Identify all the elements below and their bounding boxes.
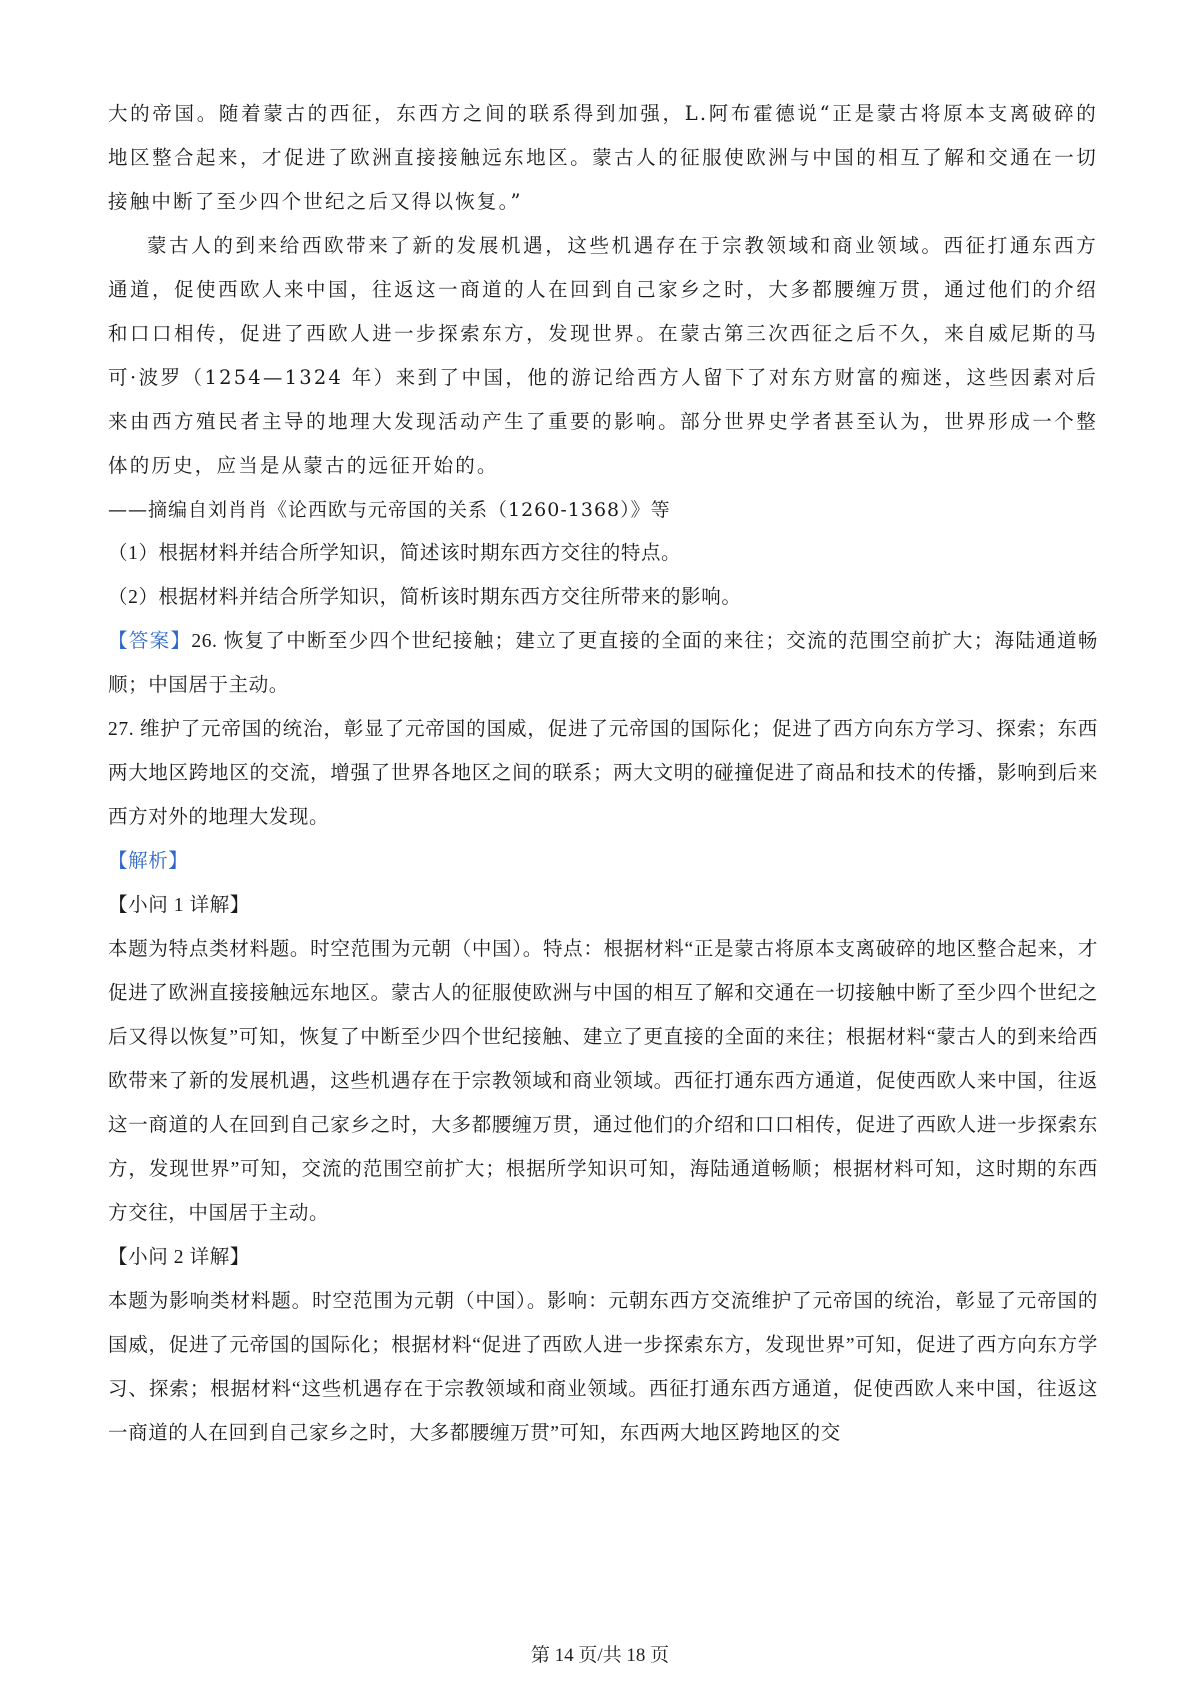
- sub-question-1-title: 【小问 1 详解】: [108, 895, 250, 916]
- material-source: ——摘编自刘肖肖《论西欧与元帝国的关系（1260-1368）》等: [108, 499, 671, 521]
- material-paragraph-2: 蒙古人的到来给西欧带来了新的发展机遇，这些机遇存在于宗教领域和商业领域。西征打通东西方通道，促使西欧人来中国，往返这一商道的人在回到自己家乡之时，大多都腰缠万贯，通过他们的介绍和口口相传，促进了西欧人进一步探索东方，发现世界。在蒙古第三次西征之后不久，来自威尼斯的马可·波罗（1254—1324 年）来到了中国，他的游记给西方人留下了对东方财富的痴迷，这些因素对后来由西方殖民者主导的地理大发现活动产生了重要的影响。部分世界史学者甚至认为，世界形成一个整体的历史，应当是从蒙古的远征开始的。: [108, 234, 1098, 477]
- answer-27: 27. 维护了元帝国的统治，彰显了元帝国的国威，促进了元帝国的国际化；促进了西方向东方学习、探索；东西两大地区跨地区的交流，增强了世界各地区之间的联系；两大文明的碰撞促进了商品和技术的传播，影响到后来西方对外的地理大发现。: [108, 719, 1098, 828]
- question-1: （1）根据材料并结合所学知识，简述该时期东西方交往的特点。: [108, 543, 682, 564]
- page-number: 第 14 页/共 18 页: [530, 1645, 670, 1666]
- sub-question-2-title: 【小问 2 详解】: [108, 1247, 250, 1268]
- sub-question-2-text: 本题为影响类材料题。时空范围为元朝（中国）。影响：元朝东西方交流维护了元帝国的统治，彰显了元帝国的国威，促进了元帝国的国际化；根据材料“促进了西欧人进一步探索东方，发现世界”可知，促进了西方向东方学习、探索；根据材料“这些机遇存在于宗教领域和商业领域。西征打通东西方通道，促使西欧人来中国，往返这一商道的人在回到自己家乡之时，大多都腰缠万贯”可知，东西两大地区跨地区的交: [108, 1291, 1098, 1444]
- material-section: [108, 92, 1098, 532]
- analysis-tag: 【解析】: [108, 851, 189, 872]
- document-page: [108, 92, 1098, 1456]
- material-paragraph-1: 大的帝国。随着蒙古的西征，东西方之间的联系得到加强，L.阿布霍德说“正是蒙古将原本支离破碎的地区整合起来，才促进了欧洲直接接触远东地区。蒙古人的征服使欧洲与中国的相互了解和交通在一切接触中断了至少四个世纪之后又得以恢复。”: [108, 102, 1098, 213]
- answer-26: 26. 恢复了中断至少四个世纪接触；建立了更直接的全面的来往；交流的范围空前扩大；海陆通道畅顺；中国居于主动。: [108, 631, 1098, 696]
- answer-26-line: [108, 620, 1098, 708]
- questions-section: [108, 532, 1098, 620]
- answer-tag: 【答案】: [108, 631, 192, 652]
- analysis-section: [108, 840, 1098, 1456]
- question-2: （2）根据材料并结合所学知识，简析该时期东西方交往所带来的影响。: [108, 587, 742, 608]
- sub-question-1-text: 本题为特点类材料题。时空范围为元朝（中国）。特点：根据材料“正是蒙古将原本支离破碎的地区整合起来，才促进了欧洲直接接触远东地区。蒙古人的征服使欧洲与中国的相互了解和交通在一切接触中断了至少四个世纪之后又得以恢复”可知，恢复了中断至少四个世纪接触、建立了更直接的全面的来往；根据材料“蒙古人的到来给西欧带来了新的发展机遇，这些机遇存在于宗教领域和商业领域。西征打通东西方通道，促使西欧人来中国，往返这一商道的人在回到自己家乡之时，大多都腰缠万贯，通过他们的介绍和口口相传，促进了西欧人进一步探索东方，发现世界”可知，交流的范围空前扩大；根据所学知识可知，海陆通道畅顺；根据材料可知，这时期的东西方交往，中国居于主动。: [108, 939, 1098, 1224]
- answer-section: [108, 620, 1098, 840]
